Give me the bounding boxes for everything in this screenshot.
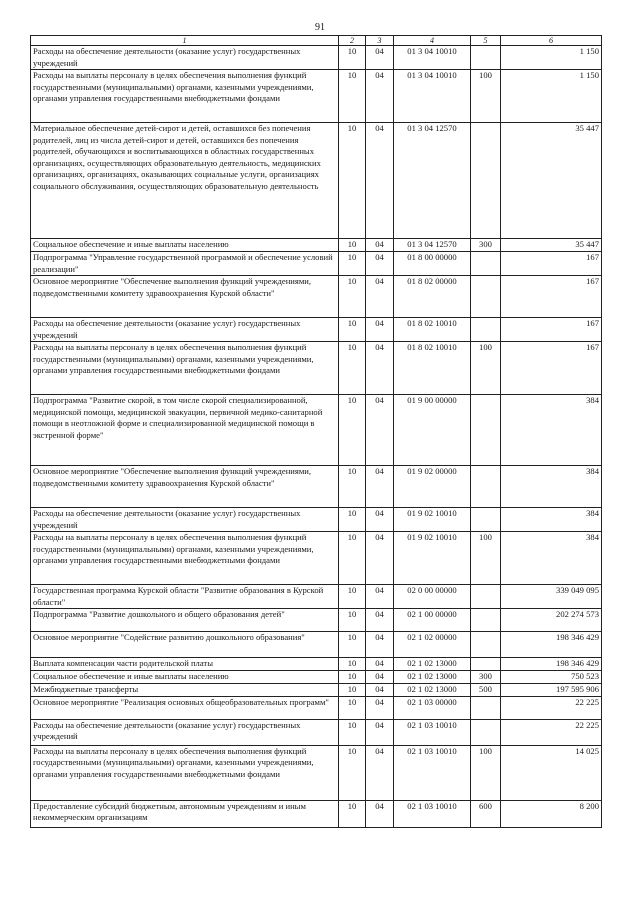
expense-name-cell: Расходы на выплаты персоналу в целях обеспечения выполнения функций государственными (муниципальными) органами, казенными учреждениями, органами управления государственными внебюджетными фондами [31,532,339,585]
subsection-code-cell: 04 [366,609,394,632]
section-code-cell: 10 [339,252,366,276]
expense-type-cell [471,585,501,609]
section-code-cell: 10 [339,508,366,532]
section-code-cell: 10 [339,532,366,585]
expense-name-cell: Основное мероприятие "Обеспечение выполнения функций учреждениями, подведомственными комитету здравоохранения Курской области" [31,466,339,508]
amount-cell: 1 150 [501,46,602,70]
table-row [31,585,602,609]
header-cell: 4 [394,36,471,46]
section-code-cell: 10 [339,239,366,252]
target-article-cell: 01 9 02 00000 [394,466,471,508]
subsection-code-cell: 04 [366,46,394,70]
amount-cell: 750 523 [501,671,602,684]
subsection-code-cell: 04 [366,800,394,827]
expense-type-cell: 500 [471,683,501,696]
expense-name-cell: Расходы на выплаты персоналу в целях обеспечения выполнения функций государственными (муниципальными) органами, казенными учреждениями, органами управления государственными внебюджетными фондами [31,70,339,123]
section-code-cell: 10 [339,719,366,745]
section-code-cell: 10 [339,800,366,827]
expense-name-cell: Расходы на выплаты персоналу в целях обеспечения выполнения функций государственными (муниципальными) органами, казенными учреждениями, органами управления государственными внебюджетными фондами [31,745,339,800]
expense-type-cell [471,123,501,239]
subsection-code-cell: 04 [366,508,394,532]
table-row [31,683,602,696]
section-code-cell: 10 [339,658,366,671]
expense-type-cell [471,508,501,532]
amount-cell: 8 200 [501,800,602,827]
section-code-cell: 10 [339,683,366,696]
expense-name-cell: Расходы на обеспечение деятельности (оказание услуг) государственных учреждений [31,46,339,70]
section-code-cell: 10 [339,46,366,70]
expense-name-cell: Основное мероприятие "Содействие развитию дошкольного образования" [31,632,339,658]
target-article-cell: 01 8 02 00000 [394,276,471,318]
target-article-cell: 02 1 02 00000 [394,632,471,658]
subsection-code-cell: 04 [366,532,394,585]
section-code-cell: 10 [339,466,366,508]
subsection-code-cell: 04 [366,632,394,658]
amount-cell: 1 150 [501,70,602,123]
table-row [31,696,602,719]
amount-cell: 167 [501,276,602,318]
header-row [31,36,602,46]
expense-type-cell [471,276,501,318]
section-code-cell: 10 [339,276,366,318]
amount-cell: 167 [501,252,602,276]
subsection-code-cell: 04 [366,585,394,609]
target-article-cell: 01 9 02 10010 [394,508,471,532]
target-article-cell: 01 3 04 12570 [394,123,471,239]
table-row [31,609,602,632]
target-article-cell: 02 1 02 13000 [394,671,471,684]
expense-name-cell: Межбюджетные трансферты [31,683,339,696]
table-row [31,123,602,239]
subsection-code-cell: 04 [366,658,394,671]
section-code-cell: 10 [339,70,366,123]
expense-type-cell: 300 [471,671,501,684]
expense-type-cell [471,466,501,508]
table-row [31,658,602,671]
target-article-cell: 02 1 03 10010 [394,800,471,827]
expense-name-cell: Подпрограмма "Развитие скорой, в том числе скорой специализированной, медицинской помощи, медицинской эвакуации, первичной медико-санитарной помощи в неотложной форме и специализированной медицинской помощи в экстренной форме" [31,395,339,466]
table-row [31,532,602,585]
amount-cell: 14 025 [501,745,602,800]
expense-name-cell: Предоставление субсидий бюджетным, автономным учреждениям и иным некоммерческим организациям [31,800,339,827]
expense-type-cell [471,609,501,632]
subsection-code-cell: 04 [366,123,394,239]
expense-name-cell: Основное мероприятие "Реализация основных общеобразовательных программ" [31,696,339,719]
expense-type-cell [471,252,501,276]
amount-cell: 197 595 906 [501,683,602,696]
subsection-code-cell: 04 [366,318,394,342]
amount-cell: 198 346 429 [501,658,602,671]
amount-cell: 35 447 [501,123,602,239]
section-code-cell: 10 [339,123,366,239]
target-article-cell: 01 8 02 10010 [394,342,471,395]
amount-cell: 35 447 [501,239,602,252]
expense-type-cell: 300 [471,239,501,252]
target-article-cell: 01 3 04 10010 [394,70,471,123]
subsection-code-cell: 04 [366,252,394,276]
subsection-code-cell: 04 [366,70,394,123]
section-code-cell: 10 [339,745,366,800]
table-row [31,239,602,252]
section-code-cell: 10 [339,585,366,609]
table-row [31,342,602,395]
table-row [31,745,602,800]
target-article-cell: 01 8 02 10010 [394,318,471,342]
expense-name-cell: Расходы на обеспечение деятельности (оказание услуг) государственных учреждений [31,719,339,745]
header-cell: 6 [501,36,602,46]
amount-cell: 384 [501,532,602,585]
expense-type-cell [471,696,501,719]
amount-cell: 198 346 429 [501,632,602,658]
expense-name-cell: Расходы на выплаты персоналу в целях обеспечения выполнения функций государственными (муниципальными) органами, казенными учреждениями, органами управления государственными внебюджетными фондами [31,342,339,395]
expense-name-cell: Основное мероприятие "Обеспечение выполнения функций учреждениями, подведомственными комитету здравоохранения Курской области" [31,276,339,318]
table-row [31,466,602,508]
section-code-cell: 10 [339,609,366,632]
amount-cell: 22 225 [501,696,602,719]
subsection-code-cell: 04 [366,276,394,318]
target-article-cell: 01 3 04 10010 [394,46,471,70]
amount-cell: 167 [501,318,602,342]
expense-name-cell: Социальное обеспечение и иные выплаты населению [31,239,339,252]
expense-type-cell [471,46,501,70]
section-code-cell: 10 [339,318,366,342]
amount-cell: 339 049 095 [501,585,602,609]
target-article-cell: 02 1 03 10010 [394,745,471,800]
subsection-code-cell: 04 [366,239,394,252]
target-article-cell: 02 1 03 10010 [394,719,471,745]
target-article-cell: 02 1 03 00000 [394,696,471,719]
subsection-code-cell: 04 [366,719,394,745]
subsection-code-cell: 04 [366,342,394,395]
table-row [31,719,602,745]
amount-cell: 167 [501,342,602,395]
expense-type-cell [471,395,501,466]
expense-name-cell: Расходы на обеспечение деятельности (оказание услуг) государственных учреждений [31,318,339,342]
expense-name-cell: Выплата компенсации части родительской платы [31,658,339,671]
header-cell: 3 [366,36,394,46]
target-article-cell: 02 0 00 00000 [394,585,471,609]
target-article-cell: 02 1 02 13000 [394,658,471,671]
expense-type-cell [471,719,501,745]
expense-type-cell: 100 [471,745,501,800]
expense-name-cell: Материальное обеспечение детей-сирот и детей, оставшихся без попечения родителей, лиц из числа детей-сирот и детей, оставшихся без попечения родителей, обучающихся и воспитывающихся в областных государственных организациях, осуществляющих образовательную деятельность, медицинских организациях, организациях, оказывающих социальные услуги, организациях социального обслуживания, осуществляющих образовательную деятельность [31,123,339,239]
table-row [31,252,602,276]
subsection-code-cell: 04 [366,395,394,466]
target-article-cell: 01 9 02 10010 [394,532,471,585]
expense-type-cell [471,318,501,342]
header-cell: 5 [471,36,501,46]
budget-table [30,35,602,828]
section-code-cell: 10 [339,632,366,658]
section-code-cell: 10 [339,395,366,466]
subsection-code-cell: 04 [366,683,394,696]
expense-name-cell: Государственная программа Курской области "Развитие образования в Курской области" [31,585,339,609]
target-article-cell: 02 1 00 00000 [394,609,471,632]
amount-cell: 384 [501,466,602,508]
amount-cell: 384 [501,508,602,532]
expense-name-cell: Социальное обеспечение и иные выплаты населению [31,671,339,684]
table-row [31,508,602,532]
amount-cell: 22 225 [501,719,602,745]
expense-type-cell [471,658,501,671]
header-cell: 2 [339,36,366,46]
amount-cell: 384 [501,395,602,466]
expense-name-cell: Подпрограмма "Развитие дошкольного и общего образования детей" [31,609,339,632]
target-article-cell: 01 3 04 12570 [394,239,471,252]
target-article-cell: 01 9 00 00000 [394,395,471,466]
section-code-cell: 10 [339,671,366,684]
target-article-cell: 01 8 00 00000 [394,252,471,276]
target-article-cell: 02 1 02 13000 [394,683,471,696]
page-number: 91 [315,22,325,33]
expense-type-cell: 100 [471,342,501,395]
expense-type-cell: 600 [471,800,501,827]
table-row [31,395,602,466]
table-row [31,46,602,70]
table-row [31,318,602,342]
section-code-cell: 10 [339,696,366,719]
table-row [31,671,602,684]
table-row [31,70,602,123]
header-cell: 1 [31,36,339,46]
expense-name-cell: Расходы на обеспечение деятельности (оказание услуг) государственных учреждений [31,508,339,532]
expense-type-cell [471,632,501,658]
expense-type-cell: 100 [471,532,501,585]
subsection-code-cell: 04 [366,466,394,508]
subsection-code-cell: 04 [366,671,394,684]
subsection-code-cell: 04 [366,696,394,719]
subsection-code-cell: 04 [366,745,394,800]
table-row [31,276,602,318]
amount-cell: 202 274 573 [501,609,602,632]
table-row [31,800,602,827]
table-row [31,632,602,658]
expense-type-cell: 100 [471,70,501,123]
section-code-cell: 10 [339,342,366,395]
expense-name-cell: Подпрограмма "Управление государственной программой и обеспечение условий реализации" [31,252,339,276]
